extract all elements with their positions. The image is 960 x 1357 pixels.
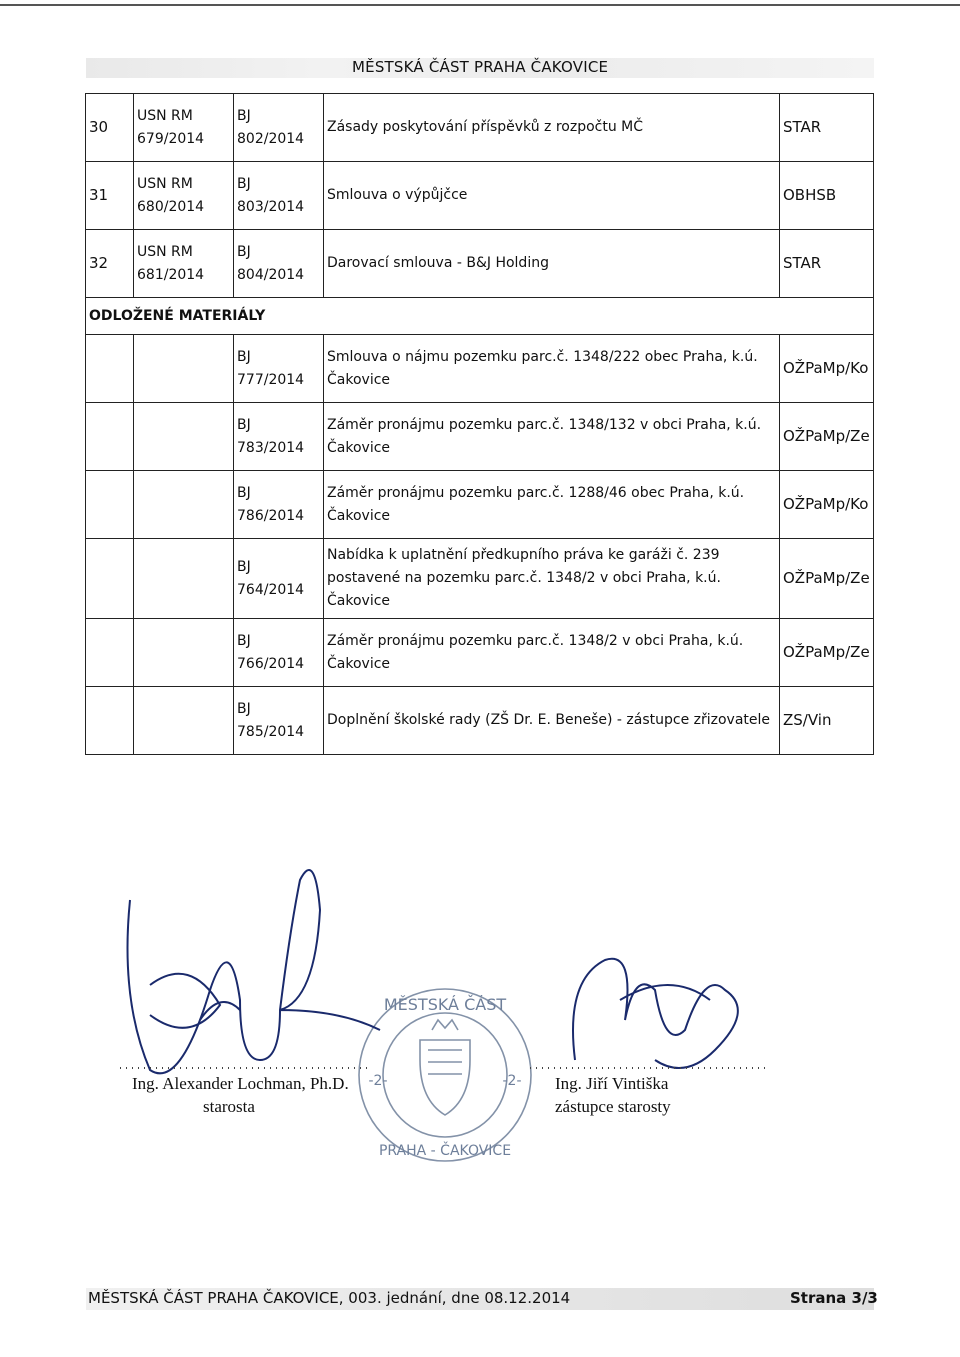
department-cell: OŽPaMp/Ze [780, 619, 874, 687]
ref-bj-cell: BJ 786/2014 [234, 471, 324, 539]
signatory-left-role: starosta [203, 1097, 255, 1116]
signature-left-scribble [128, 870, 381, 1073]
item-number: 30 [86, 94, 134, 162]
top-rule [0, 4, 960, 6]
ref-bj-cell: BJ 764/2014 [234, 539, 324, 619]
table-row [86, 162, 874, 230]
department-cell: OŽPaMp/Ko [780, 471, 874, 539]
table-row [86, 619, 874, 687]
subject-cell: Smlouva o výpůjčce [324, 162, 780, 230]
signature-right-scribble [573, 959, 738, 1068]
empty-usn-cell [134, 403, 234, 471]
subject-cell: Smlouva o nájmu pozemku parc.č. 1348/222 obec Praha, k.ú. Čakovice [324, 335, 780, 403]
stamp-text-top: MĚSTSKÁ ČÁST [383, 995, 507, 1014]
subject-cell: Doplnění školské rady (ZŠ Dr. E. Beneše) - zástupce zřizovatele [324, 687, 780, 755]
department-cell: OŽPaMp/Ko [780, 335, 874, 403]
subject-cell: Zásady poskytování příspěvků z rozpočtu MČ [324, 94, 780, 162]
ref-bj-cell: BJ 804/2014 [234, 230, 324, 298]
subject-cell: Záměr pronájmu pozemku parc.č. 1348/132 v obci Praha, k.ú. Čakovice [324, 403, 780, 471]
ref-usn-cell: USN RM 681/2014 [134, 230, 234, 298]
empty-usn-cell [134, 335, 234, 403]
department-cell: ZS/Vin [780, 687, 874, 755]
item-number: 32 [86, 230, 134, 298]
subject-cell: Nabídka k uplatnění předkupního práva ke garáži č. 239 postavené na pozemku parc.č. 1348/2 v obci Praha, k.ú. Čakovice [324, 539, 780, 619]
department-cell: STAR [780, 230, 874, 298]
table-row [86, 539, 874, 619]
ref-bj-cell: BJ 783/2014 [234, 403, 324, 471]
table-row [86, 230, 874, 298]
empty-usn-cell [134, 471, 234, 539]
page-header-title: MĚSTSKÁ ČÁST PRAHA ČAKOVICE [352, 58, 609, 76]
footer-meeting-info: MĚSTSKÁ ČÁST PRAHA ČAKOVICE, 003. jednání, dne 08.12.2014 [88, 1289, 571, 1307]
table-row [86, 471, 874, 539]
empty-number-cell [86, 335, 134, 403]
agenda-table [85, 93, 874, 755]
table-row [86, 403, 874, 471]
stamp-mark-right: -2- [502, 1073, 522, 1089]
ref-bj-cell: BJ 802/2014 [234, 94, 324, 162]
ref-bj-cell: BJ 777/2014 [234, 335, 324, 403]
stamp-text-bottom: PRAHA - ČAKOVICE [378, 1143, 512, 1159]
empty-number-cell [86, 539, 134, 619]
department-cell: OŽPaMp/Ze [780, 539, 874, 619]
empty-usn-cell [134, 539, 234, 619]
empty-number-cell [86, 619, 134, 687]
subject-cell: Záměr pronájmu pozemku parc.č. 1348/2 v obci Praha, k.ú. Čakovice [324, 619, 780, 687]
table-row [86, 335, 874, 403]
signatory-left-name: Ing. Alexander Lochman, Ph.D. [132, 1074, 349, 1093]
department-cell: STAR [780, 94, 874, 162]
ref-usn-cell: USN RM 680/2014 [134, 162, 234, 230]
subject-cell: Záměr pronájmu pozemku parc.č. 1288/46 obec Praha, k.ú. Čakovice [324, 471, 780, 539]
stamp-mark-left: -2- [368, 1073, 388, 1089]
empty-usn-cell [134, 619, 234, 687]
table-row [86, 687, 874, 755]
department-cell: OŽPaMp/Ze [780, 403, 874, 471]
subject-cell: Darovací smlouva - B&J Holding [324, 230, 780, 298]
item-number: 31 [86, 162, 134, 230]
section-title: ODLOŽENÉ MATERIÁLY [86, 298, 874, 335]
section-row [86, 298, 874, 335]
official-stamp [359, 989, 531, 1161]
ref-usn-cell: USN RM 679/2014 [134, 94, 234, 162]
table-row [86, 94, 874, 162]
ref-bj-cell: BJ 803/2014 [234, 162, 324, 230]
ref-bj-cell: BJ 766/2014 [234, 619, 324, 687]
empty-number-cell [86, 687, 134, 755]
page-number: Strana 3/3 [790, 1289, 878, 1307]
signatory-right-name: Ing. Jiří Vintiška [555, 1074, 669, 1093]
ref-bj-cell: BJ 785/2014 [234, 687, 324, 755]
department-cell: OBHSB [780, 162, 874, 230]
empty-number-cell [86, 403, 134, 471]
signatory-right-role: zástupce starosty [555, 1097, 671, 1116]
empty-number-cell [86, 471, 134, 539]
empty-usn-cell [134, 687, 234, 755]
